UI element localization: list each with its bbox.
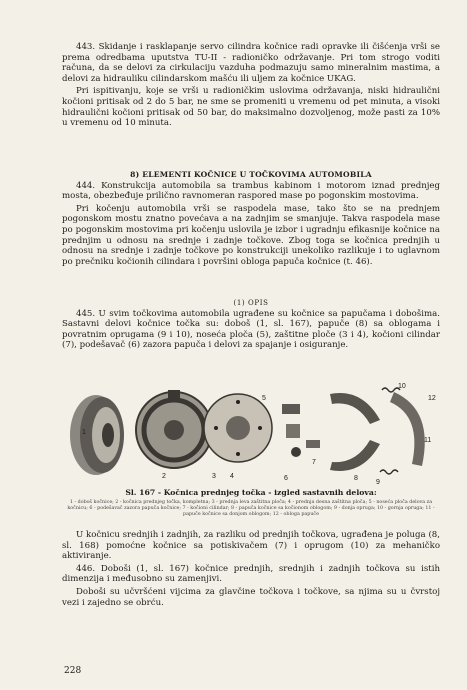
paragraph-443: 443. Skidanje i rasklapanje servo cilindra kočnice radi opravke ili čišćenja vrši se prema odredbama uputstva TU-II - radioničko održavanje. Pri tom strogo voditi računa, da se delovi za cirkulaciju vazduha podmazuju samo mineralnim mastima, a delovi za hidrauliku cilindarskom mašću ili uljem za kočnice UKAG. bbox=[62, 42, 440, 84]
text-block-section-8 bbox=[62, 170, 440, 269]
subsection-heading: (1) OPIS bbox=[233, 299, 269, 307]
label-10: 10 bbox=[398, 383, 406, 390]
label-9: 9 bbox=[376, 479, 380, 486]
paragraph-443-continued: Pri ispitivanju, koje se vrši u radioničkim uslovima održavanja, niski hidraulični kočioni pritisak od 2 do 5 bar, ne sme se promeniti u vremenu od pet minuta, a visoki hidraulični kočioni pritisak od 50 bar, do maksimalno dozvoljenog, može pasti za 10% u vremenu od 10 minuta. bbox=[62, 86, 440, 129]
label-3: 3 bbox=[212, 473, 216, 480]
brake-exploded-figure bbox=[62, 380, 444, 488]
text-block-bottom bbox=[62, 530, 440, 610]
label-6: 6 bbox=[284, 475, 288, 482]
figure-caption: Sl. 167 - Kočnica prednjeg točka - izgled sastavnih delova: bbox=[125, 488, 377, 497]
paragraph-445: 445. U svim točkovima automobila ugrađene su kočnice sa papučama i dobošima. Sastavni delovi kočnice točka su: doboš (1, sl. 167), papuče (8) sa oblogama i povratnim oprugama (9 i 10), noseća ploča (5), zaštitne ploče (3 i 4), kočioni cilindar (7), podešavač (6) zazora papuča i delovi za spajanje i osiguranje. bbox=[62, 308, 440, 351]
label-5: 5 bbox=[262, 395, 266, 402]
page-number: 228 bbox=[64, 666, 82, 676]
paragraph-446-continued: Doboši su učvršćeni vijcima za glavčine točkova i točkove, sa njima su u čvrstoj vezi i zajedno se obrću. bbox=[62, 586, 440, 608]
label-2: 2 bbox=[162, 473, 166, 480]
brake-assembly-drawing bbox=[136, 390, 212, 468]
label-4: 4 bbox=[230, 473, 234, 480]
text-block-opis bbox=[62, 298, 440, 353]
label-12: 12 bbox=[428, 395, 436, 402]
label-8: 8 bbox=[354, 475, 358, 482]
paragraph-446: 446. Doboši (1, sl. 167) kočnice prednjih, srednjih i zadnjih točkova su istih dimenzija i međusobno su zamenjivi. bbox=[62, 563, 440, 585]
small-parts-drawing bbox=[282, 404, 320, 457]
text-block-top bbox=[62, 42, 440, 131]
paragraph-445-continued: U kočnicu srednjih i zadnjih, za razliku od prednjih točkova, ugrađena je poluga (8, sl. 168) pomoćne kočnice sa potiskivačem (7) i oprugom (10) za mehaničko aktiviranje. bbox=[62, 530, 440, 562]
paragraph-444-continued: Pri kočenju automobila vrši se raspodela mase, tako što se na prednjem pogonskom mostu znatno povećava a na zadnjim se smanjuje. Takva raspodela mase po pogonskim mostovima pri kočenju uslovila je izbor i ugradnju efikasnije kočnice na prednjim u odnosu na srednje i zadnje točkove. Zbog toga se kočnica prednjih u odnosu na srednje i zadnje točkove po konstrukciji unekoliko razlikuje i to uglavnom po prečniku kočionih cilindara i površini obloga papuča kočnice (t. 46). bbox=[62, 203, 440, 267]
label-7: 7 bbox=[312, 459, 316, 466]
section-heading: 8) ELEMENTI KOČNICE U TOČKOVIMA AUTOMOBILA bbox=[130, 170, 372, 179]
figure-legend: 1 - doboš kočnice; 2 - kočnica prednjeg točka, kompletna; 3 - prednja leva zaštitna ploča; 4 - prednja desna zaštitna ploča; 5 - noseća ploča delova za kočnicu; 6 - podešavač zazora papuča kočnice; 7 - kočioni cilindar; 8 - papuča kočnice sa kočionom oblogom; 9 - donja opruga; 10 - gornja opruga; 11 - papuče kočnice sa donjom oblogom; 12 - obloga papuče bbox=[67, 500, 435, 518]
backing-plate-drawing bbox=[204, 394, 272, 462]
brake-shoes-drawing bbox=[330, 392, 425, 471]
brake-drum-drawing bbox=[70, 395, 124, 475]
label-1: 1 bbox=[82, 429, 86, 436]
label-11: 11 bbox=[424, 437, 432, 444]
paragraph-444: 444. Konstrukcija automobila sa trambus kabinom i motorom iznad prednjeg mosta, obezbeđuje prilično ravnomeran raspored mase po pogonskim mostovima. bbox=[62, 180, 440, 202]
